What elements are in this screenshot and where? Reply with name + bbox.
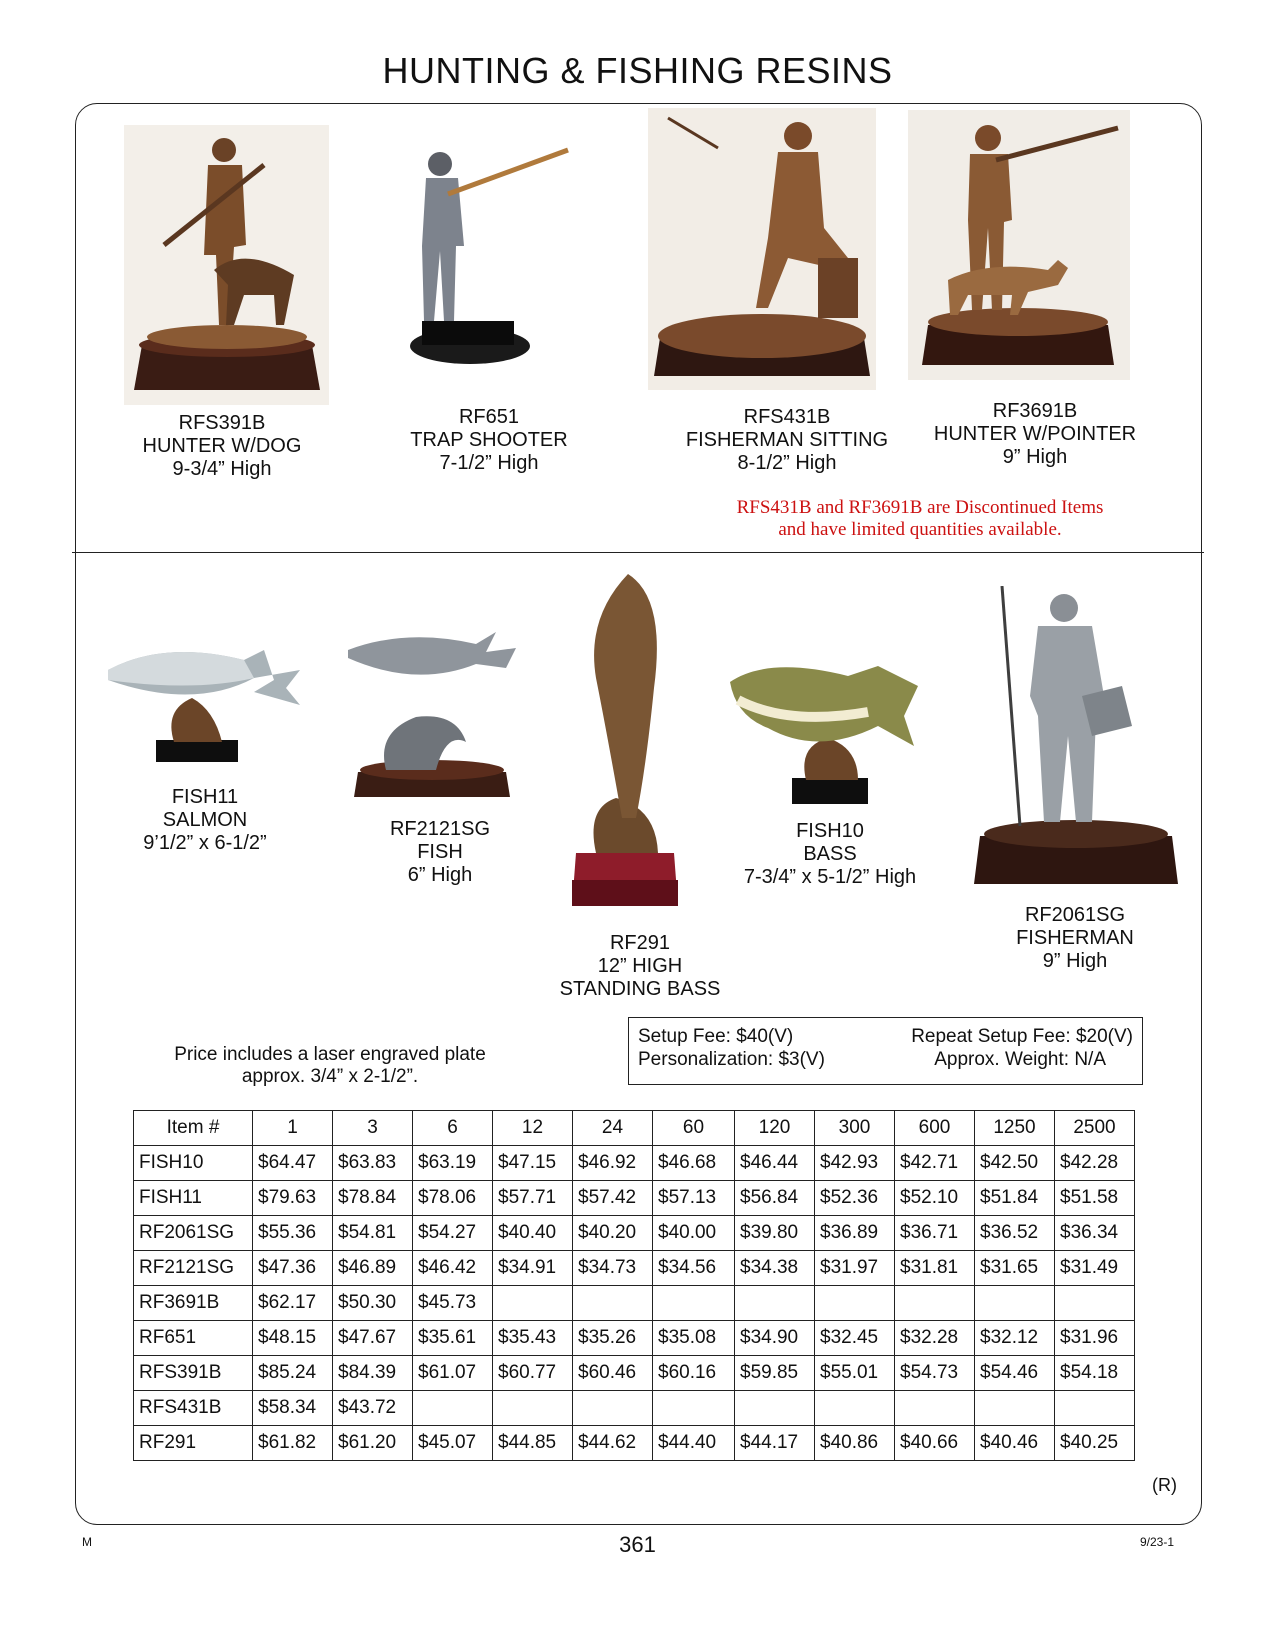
table-row <box>134 1426 1135 1461</box>
header-qty: 120 <box>735 1111 815 1146</box>
setup-fee-box <box>628 1017 1143 1085</box>
photo-rf3691b-hunter-with-pointer <box>908 110 1130 380</box>
footer-date-code: 9/23-1 <box>1140 1535 1175 1549</box>
price-cell: $32.45 <box>815 1321 895 1356</box>
photo-rf2061sg-fisherman <box>972 586 1180 891</box>
table-row <box>134 1321 1135 1356</box>
price-cell: $63.83 <box>333 1146 413 1181</box>
header-qty: 60 <box>653 1111 735 1146</box>
item-number-cell: RFS391B <box>134 1356 253 1391</box>
price-cell: $45.07 <box>413 1426 493 1461</box>
price-cell: $34.38 <box>735 1251 815 1286</box>
table-header-row <box>134 1111 1135 1146</box>
price-cell: $60.77 <box>493 1356 573 1391</box>
price-cell: $31.65 <box>975 1251 1055 1286</box>
photo-rfs391b-hunter-with-dog <box>124 125 329 405</box>
price-cell: $54.46 <box>975 1356 1055 1391</box>
price-cell: $54.73 <box>895 1356 975 1391</box>
price-cell: $35.26 <box>573 1321 653 1356</box>
table-row <box>134 1146 1135 1181</box>
price-cell: $61.82 <box>253 1426 333 1461</box>
price-cell <box>493 1286 573 1321</box>
price-cell: $57.71 <box>493 1181 573 1216</box>
price-cell: $61.20 <box>333 1426 413 1461</box>
header-qty: 1 <box>253 1111 333 1146</box>
caption-rf2121sg: RF2121SG FISH 6” High <box>389 818 491 886</box>
price-cell: $42.28 <box>1055 1146 1135 1181</box>
price-cell: $35.43 <box>493 1321 573 1356</box>
price-cell: $40.40 <box>493 1216 573 1251</box>
photo-rf651-trap-shooter <box>408 146 578 371</box>
price-cell <box>975 1286 1055 1321</box>
registered-mark: (R) <box>1152 1475 1177 1495</box>
price-cell: $40.25 <box>1055 1426 1135 1461</box>
table-row <box>134 1356 1135 1391</box>
caption-fish10: FISH10 BASS 7-3/4” x 5-1/2” High <box>743 820 917 888</box>
price-cell: $54.81 <box>333 1216 413 1251</box>
photo-rf2121sg-fish <box>346 622 518 802</box>
item-number-cell: RF2121SG <box>134 1251 253 1286</box>
price-cell: $40.86 <box>815 1426 895 1461</box>
price-cell <box>735 1391 815 1426</box>
price-cell <box>653 1391 735 1426</box>
price-cell: $34.73 <box>573 1251 653 1286</box>
price-cell: $44.62 <box>573 1426 653 1461</box>
price-cell: $78.06 <box>413 1181 493 1216</box>
price-cell <box>1055 1286 1135 1321</box>
caption-rfs431b: RFS431B FISHERMAN SITTING 8-1/2” High <box>685 406 889 474</box>
price-cell: $55.36 <box>253 1216 333 1251</box>
price-cell: $47.15 <box>493 1146 573 1181</box>
price-cell: $35.61 <box>413 1321 493 1356</box>
price-cell: $51.58 <box>1055 1181 1135 1216</box>
caption-rf651: RF651 TRAP SHOOTER 7-1/2” High <box>410 406 568 474</box>
price-cell: $84.39 <box>333 1356 413 1391</box>
price-cell: $58.34 <box>253 1391 333 1426</box>
price-cell: $61.07 <box>413 1356 493 1391</box>
price-cell: $40.46 <box>975 1426 1055 1461</box>
price-cell: $44.85 <box>493 1426 573 1461</box>
price-cell <box>493 1391 573 1426</box>
table-row <box>134 1251 1135 1286</box>
price-cell <box>653 1286 735 1321</box>
price-cell: $48.15 <box>253 1321 333 1356</box>
setup-fee: Setup Fee: $40(V) <box>638 1026 794 1047</box>
caption-rf2061sg: RF2061SG FISHERMAN 9” High <box>1016 904 1134 972</box>
price-cell: $32.12 <box>975 1321 1055 1356</box>
price-cell: $36.52 <box>975 1216 1055 1251</box>
price-cell: $60.16 <box>653 1356 735 1391</box>
price-cell: $46.89 <box>333 1251 413 1286</box>
header-qty: 1250 <box>975 1111 1055 1146</box>
repeat-setup-fee: Repeat Setup Fee: $20(V) <box>911 1026 1133 1047</box>
item-number-cell: FISH10 <box>134 1146 253 1181</box>
item-number-cell: RF3691B <box>134 1286 253 1321</box>
section-divider <box>72 552 1204 553</box>
table-row <box>134 1181 1135 1216</box>
price-cell <box>735 1286 815 1321</box>
price-cell: $34.91 <box>493 1251 573 1286</box>
price-cell <box>815 1286 895 1321</box>
price-cell: $46.68 <box>653 1146 735 1181</box>
price-cell: $46.44 <box>735 1146 815 1181</box>
price-cell: $47.36 <box>253 1251 333 1286</box>
header-item: Item # <box>134 1111 253 1146</box>
price-cell: $34.56 <box>653 1251 735 1286</box>
caption-rf291: RF291 12” HIGH STANDING BASS <box>559 932 721 1000</box>
engraved-plate-note: Price includes a laser engraved plate approx. 3/4” x 2-1/2”. <box>174 1044 486 1087</box>
price-cell: $59.85 <box>735 1356 815 1391</box>
price-cell: $52.10 <box>895 1181 975 1216</box>
price-cell: $78.84 <box>333 1181 413 1216</box>
price-cell <box>815 1391 895 1426</box>
price-cell <box>895 1391 975 1426</box>
price-cell: $50.30 <box>333 1286 413 1321</box>
price-cell <box>895 1286 975 1321</box>
price-cell: $31.97 <box>815 1251 895 1286</box>
price-cell: $31.81 <box>895 1251 975 1286</box>
price-cell: $40.66 <box>895 1426 975 1461</box>
price-cell: $60.46 <box>573 1356 653 1391</box>
header-qty: 300 <box>815 1111 895 1146</box>
price-cell: $47.67 <box>333 1321 413 1356</box>
page-title: HUNTING & FISHING RESINS <box>382 50 893 91</box>
price-cell <box>573 1286 653 1321</box>
item-number-cell: RF291 <box>134 1426 253 1461</box>
header-qty: 6 <box>413 1111 493 1146</box>
price-cell: $64.47 <box>253 1146 333 1181</box>
discontinued-notice: RFS431B and RF3691B are Discontinued Items and have limited quantities available. <box>736 497 1104 540</box>
approx-weight: Approx. Weight: N/A <box>934 1049 1106 1070</box>
price-cell: $46.42 <box>413 1251 493 1286</box>
caption-fish11: FISH11 SALMON 9’1/2” x 6-1/2” <box>143 786 267 854</box>
item-number-cell: RF2061SG <box>134 1216 253 1251</box>
price-cell: $63.19 <box>413 1146 493 1181</box>
price-cell: $85.24 <box>253 1356 333 1391</box>
price-cell <box>975 1391 1055 1426</box>
price-cell: $32.28 <box>895 1321 975 1356</box>
price-cell: $42.71 <box>895 1146 975 1181</box>
header-qty: 3 <box>333 1111 413 1146</box>
price-cell: $36.34 <box>1055 1216 1135 1251</box>
price-cell: $42.50 <box>975 1146 1055 1181</box>
item-number-cell: RF651 <box>134 1321 253 1356</box>
header-qty: 600 <box>895 1111 975 1146</box>
table-row <box>134 1391 1135 1426</box>
photo-fish11-salmon <box>104 630 304 765</box>
price-cell: $42.93 <box>815 1146 895 1181</box>
item-number-cell: RFS431B <box>134 1391 253 1426</box>
price-cell: $34.90 <box>735 1321 815 1356</box>
price-cell: $62.17 <box>253 1286 333 1321</box>
price-cell: $54.18 <box>1055 1356 1135 1391</box>
price-cell: $57.13 <box>653 1181 735 1216</box>
caption-rfs391b: RFS391B HUNTER W/DOG 9-3/4” High <box>142 412 302 480</box>
personalization-fee: Personalization: $3(V) <box>638 1049 825 1070</box>
photo-fish10-bass <box>728 656 924 806</box>
price-table-body <box>134 1146 1135 1461</box>
caption-rf3691b: RF3691B HUNTER W/POINTER 9” High <box>933 400 1137 468</box>
price-cell: $35.08 <box>653 1321 735 1356</box>
price-cell: $57.42 <box>573 1181 653 1216</box>
price-cell: $55.01 <box>815 1356 895 1391</box>
photo-rfs431b-fisherman-sitting <box>648 108 876 390</box>
price-cell: $36.71 <box>895 1216 975 1251</box>
price-cell: $52.36 <box>815 1181 895 1216</box>
price-cell: $43.72 <box>333 1391 413 1426</box>
price-cell <box>413 1391 493 1426</box>
price-cell: $44.40 <box>653 1426 735 1461</box>
price-table <box>133 1110 1135 1461</box>
price-cell: $39.80 <box>735 1216 815 1251</box>
item-number-cell: FISH11 <box>134 1181 253 1216</box>
price-cell: $40.00 <box>653 1216 735 1251</box>
price-cell: $36.89 <box>815 1216 895 1251</box>
page-number: 361 <box>619 1532 656 1557</box>
table-row <box>134 1286 1135 1321</box>
price-cell: $54.27 <box>413 1216 493 1251</box>
price-cell: $31.49 <box>1055 1251 1135 1286</box>
price-cell: $51.84 <box>975 1181 1055 1216</box>
price-cell: $46.92 <box>573 1146 653 1181</box>
price-cell: $44.17 <box>735 1426 815 1461</box>
price-cell: $79.63 <box>253 1181 333 1216</box>
price-cell: $40.20 <box>573 1216 653 1251</box>
price-cell: $45.73 <box>413 1286 493 1321</box>
price-cell <box>1055 1391 1135 1426</box>
price-cell <box>573 1391 653 1426</box>
footer-left-code: M <box>82 1535 92 1549</box>
price-cell: $31.96 <box>1055 1321 1135 1356</box>
table-row <box>134 1216 1135 1251</box>
header-qty: 24 <box>573 1111 653 1146</box>
price-cell: $56.84 <box>735 1181 815 1216</box>
photo-rf291-standing-bass <box>566 568 696 913</box>
header-qty: 12 <box>493 1111 573 1146</box>
header-qty: 2500 <box>1055 1111 1135 1146</box>
